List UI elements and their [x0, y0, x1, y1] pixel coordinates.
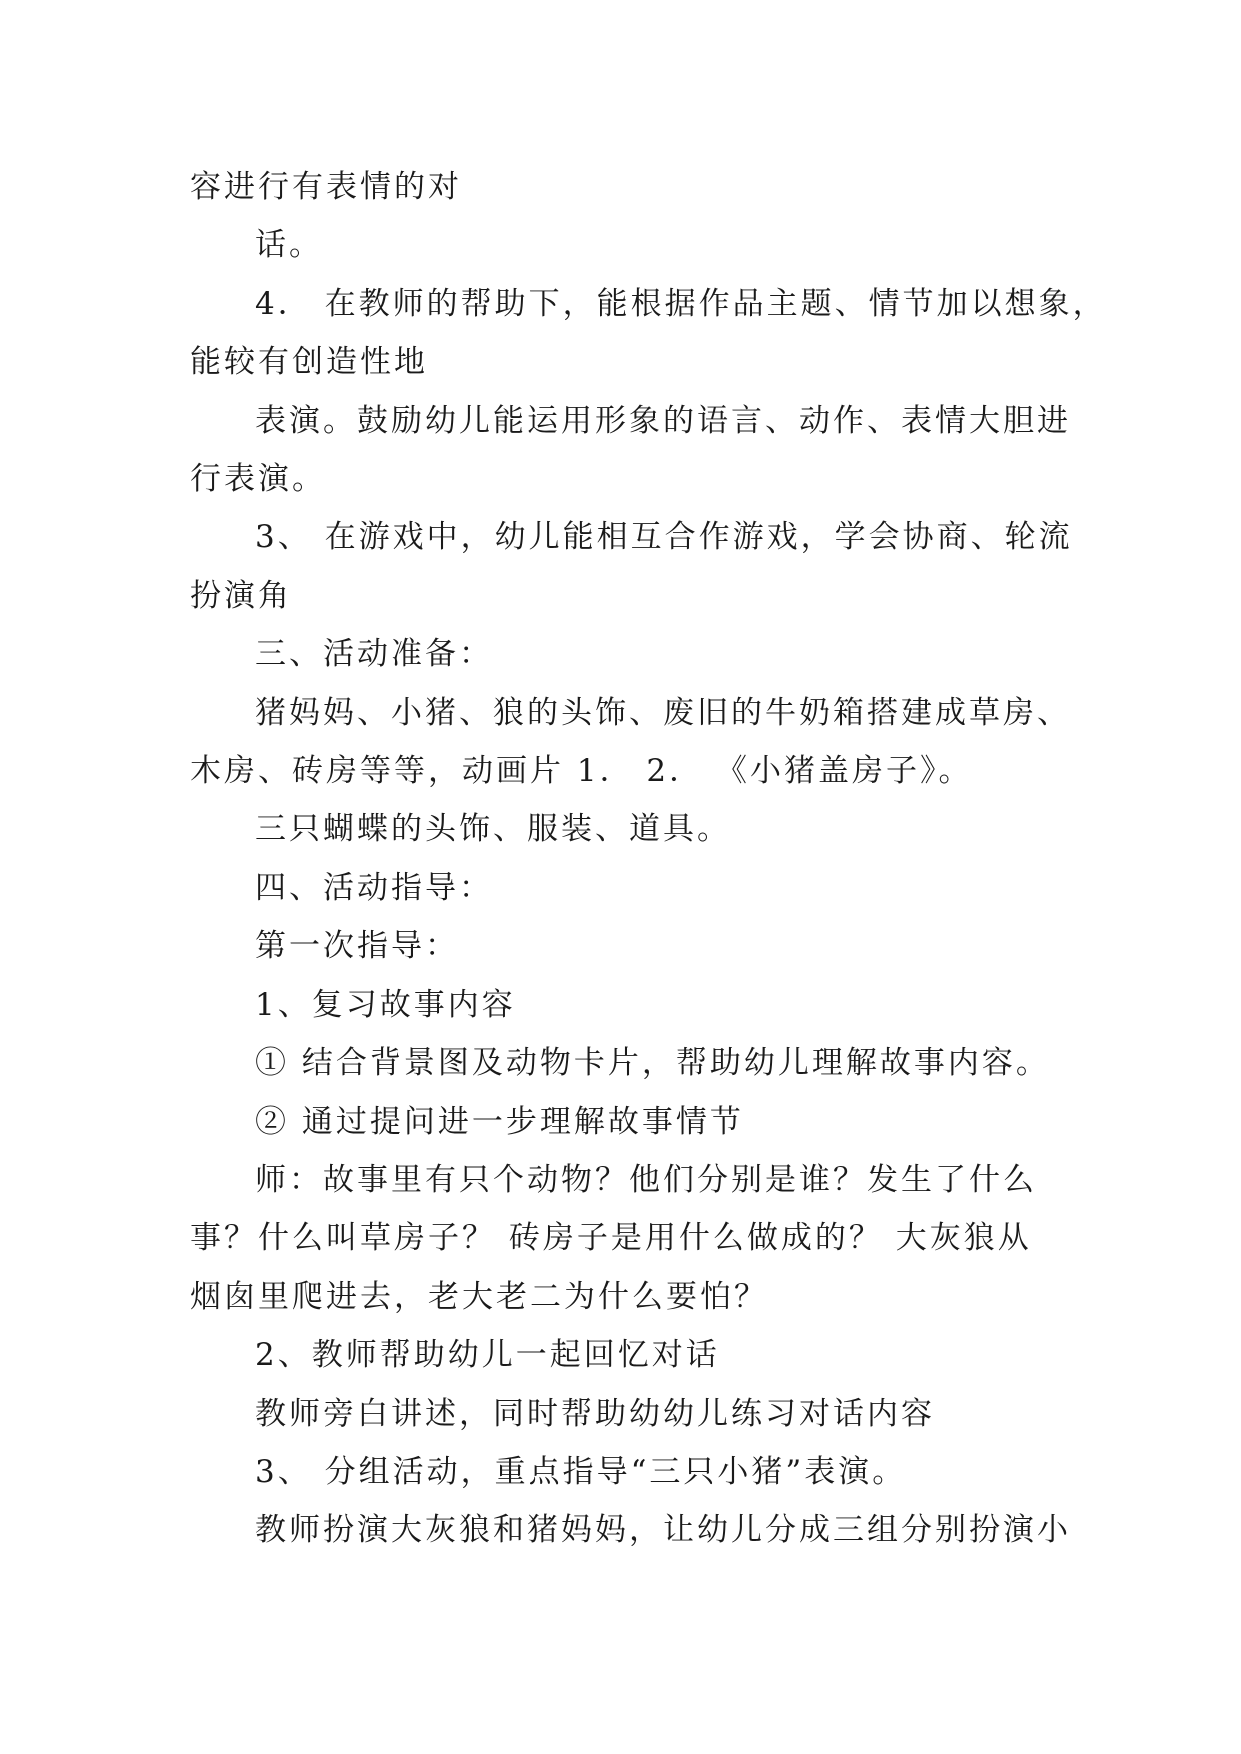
section-heading: 三、活动准备： — [255, 636, 493, 673]
text-line: 话。 — [255, 227, 323, 264]
text-line: 三只蝴蝶的头饰、服装、道具。 — [255, 811, 731, 848]
text-line: 4． 在教师的帮助下，能根据作品主题、情节加以想象， — [255, 285, 1107, 322]
text-line: 容进行有表情的对 — [190, 169, 462, 205]
text-line: 烟囱里爬进去，老大老二为什么要怕？ — [190, 1278, 768, 1315]
text-line: 3、 分组活动，重点指导“三只小猪”表演。 — [255, 1453, 907, 1490]
text-line: 表演。鼓励幼儿能运用形象的语言、动作、表情大胆进 — [255, 402, 1071, 439]
document-body — [190, 158, 1107, 1560]
section-heading: 四、活动指导： — [255, 869, 493, 906]
text-line: 事？什么叫草房子？ 砖房子是用什么做成的？ 大灰狼从 — [190, 1220, 1032, 1257]
text-line: 3、 在游戏中，幼儿能相互合作游戏，学会协商、轮流 — [255, 519, 1073, 556]
text-line: 行表演。 — [190, 461, 326, 498]
text-line: 扮演角 — [190, 577, 292, 614]
subsection-heading: 第一次指导： — [255, 928, 459, 965]
text-line: 能较有创造性地 — [190, 344, 428, 381]
text-line: 教师旁白讲述，同时帮助幼幼儿练习对话内容 — [255, 1395, 935, 1432]
text-line: 1、复习故事内容 — [255, 986, 516, 1023]
text-line: ② 通过提问进一步理解故事情节 — [255, 1103, 744, 1140]
text-line: 猪妈妈、小猪、狼的头饰、废旧的牛奶箱搭建成草房、 — [255, 694, 1071, 731]
text-line: 教师扮演大灰狼和猪妈妈，让幼儿分成三组分别扮演小 — [255, 1512, 1071, 1549]
text-line: ① 结合背景图及动物卡片，帮助幼儿理解故事内容。 — [255, 1045, 1050, 1082]
text-line: 木房、砖房等等，动画片 1． 2． 《小猪盖房子》。 — [190, 753, 973, 790]
text-line: 2、教师帮助幼儿一起回忆对话 — [255, 1337, 720, 1374]
text-line: 师：故事里有只个动物？他们分别是谁？发生了什么 — [255, 1161, 1037, 1198]
